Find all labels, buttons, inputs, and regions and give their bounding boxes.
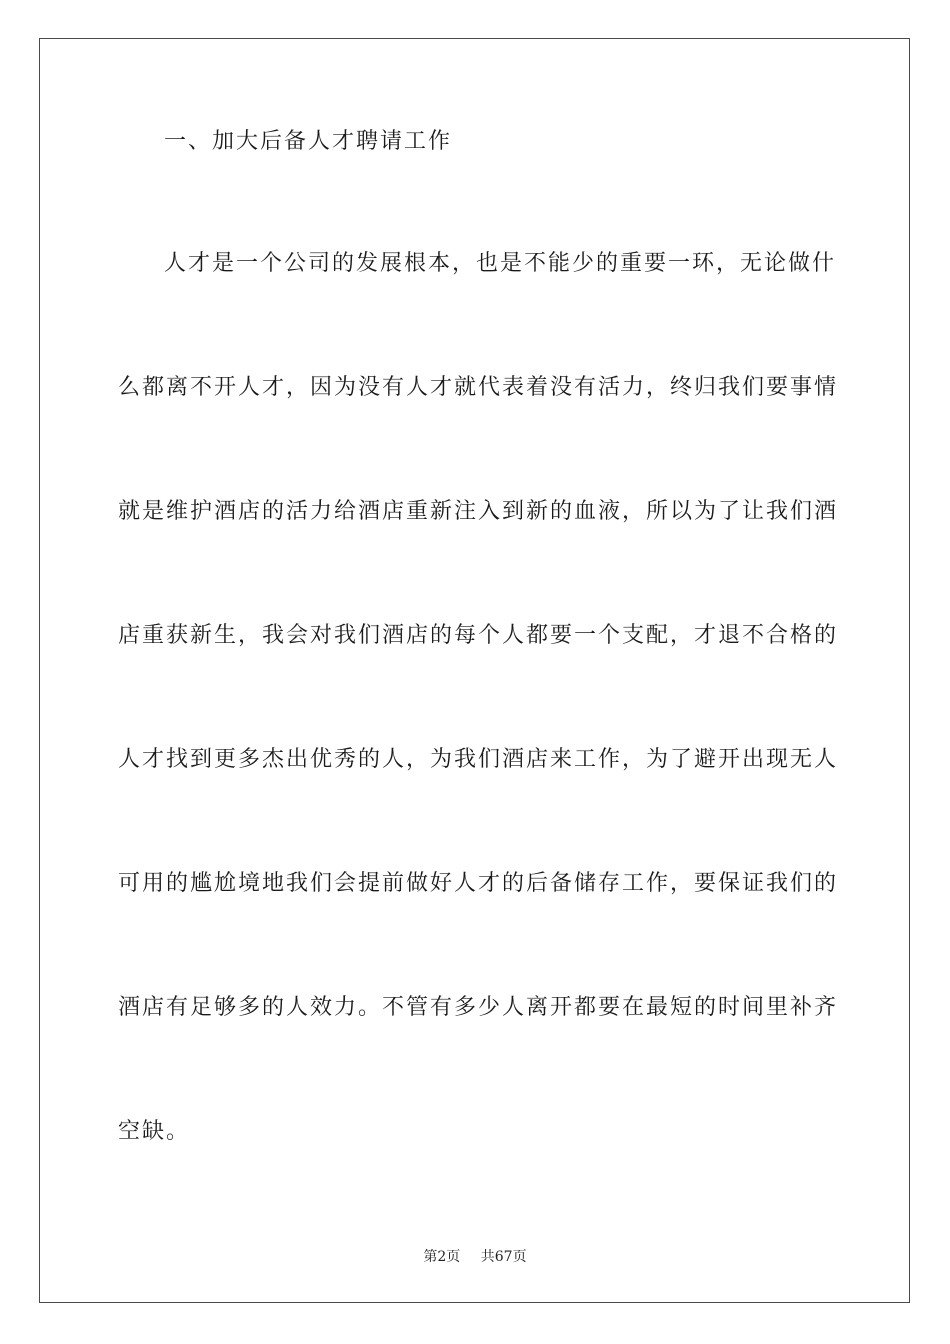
paragraph-line: 空缺。 xyxy=(118,1119,191,1144)
paragraph xyxy=(118,248,839,1240)
page-number-total: 共67页 xyxy=(480,1249,527,1265)
paragraph-line: 么都离不开人才，因为没有人才就代表着没有活力，终归我们要事情 xyxy=(118,375,839,400)
page-footer xyxy=(0,1246,950,1266)
paragraph-line: 人才找到更多杰出优秀的人，为我们酒店来工作，为了避开出现无人 xyxy=(118,747,839,772)
paragraph-line: 酒店有足够多的人效力。不管有多少人离开都要在最短的时间里补齐 xyxy=(118,995,839,1020)
page-number-current: 第2页 xyxy=(423,1249,461,1265)
paragraph-line: 可用的尴尬境地我们会提前做好人才的后备储存工作，要保证我们的 xyxy=(118,871,839,896)
section-heading: 一、加大后备人才聘请工作 xyxy=(164,129,453,154)
paragraph-line: 店重获新生，我会对我们酒店的每个人都要一个支配，才退不合格的 xyxy=(118,623,839,648)
paragraph-line: 就是维护酒店的活力给酒店重新注入到新的血液，所以为了让我们酒 xyxy=(118,499,839,524)
paragraph-line: 人才是一个公司的发展根本，也是不能少的重要一环，无论做什 xyxy=(164,251,837,276)
